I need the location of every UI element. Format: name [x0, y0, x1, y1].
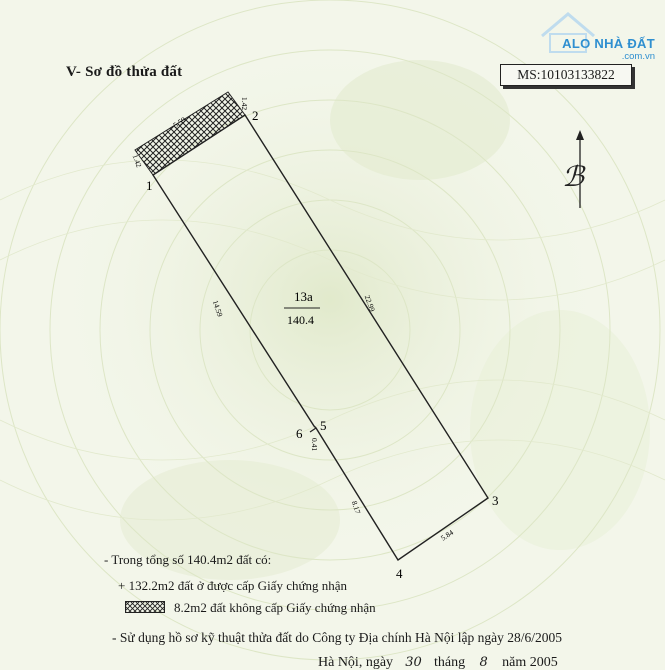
parcel-area: 140.4	[287, 313, 314, 327]
note-certified: + 132.2m2 đất ở được cấp Giấy chứng nhận	[118, 578, 348, 593]
edge-top: 5.59	[171, 114, 188, 130]
date-line	[318, 655, 558, 670]
date-prefix: Hà Nội, ngày	[318, 655, 394, 670]
date-year: năm 2005	[502, 655, 558, 670]
vertex-5: 5	[320, 418, 327, 433]
vertex-2: 2	[252, 108, 259, 123]
edge-notch: 0.41	[310, 438, 319, 452]
ms-code-box: MS:10103133822	[500, 64, 632, 86]
watermark-brand: ALO NHÀ ĐẤT	[562, 36, 655, 51]
edge-left-long: 14.59	[210, 299, 225, 318]
edge-bottom: 5.84	[439, 527, 456, 543]
section-title: V- Sơ đồ thửa đất	[66, 64, 183, 80]
parcel-id: 13a	[294, 289, 313, 304]
date-month-label: tháng	[434, 655, 466, 670]
north-symbol: ℬ	[562, 160, 585, 193]
edge-top-right-short: 1.42	[240, 97, 249, 111]
date-day: 30	[405, 655, 422, 670]
hatch-legend-swatch	[125, 601, 165, 613]
edge-top-left-short: 1.42	[130, 153, 144, 169]
vertex-3: 3	[492, 493, 499, 508]
note-uncertified: 8.2m2 đất không cấp Giấy chứng nhận	[174, 600, 376, 615]
vertex-4: 4	[396, 566, 403, 581]
note-total: - Trong tổng số 140.4m2 đất có:	[104, 552, 272, 567]
vertex-6: 6	[296, 426, 303, 441]
edge-right-long: 22.99	[362, 293, 377, 313]
parcel-outline	[153, 115, 488, 560]
edge-lower-left: 8.17	[349, 499, 363, 515]
date-month: 8	[479, 655, 488, 670]
watermark-domain: .com.vn	[621, 51, 655, 62]
vertex-1: 1	[146, 178, 153, 193]
uncertified-area-hatch	[135, 92, 245, 175]
note-source: - Sử dụng hồ sơ kỹ thuật thửa đất do Công ty Địa chính Hà Nội lập ngày 28/6/2005	[112, 630, 562, 645]
